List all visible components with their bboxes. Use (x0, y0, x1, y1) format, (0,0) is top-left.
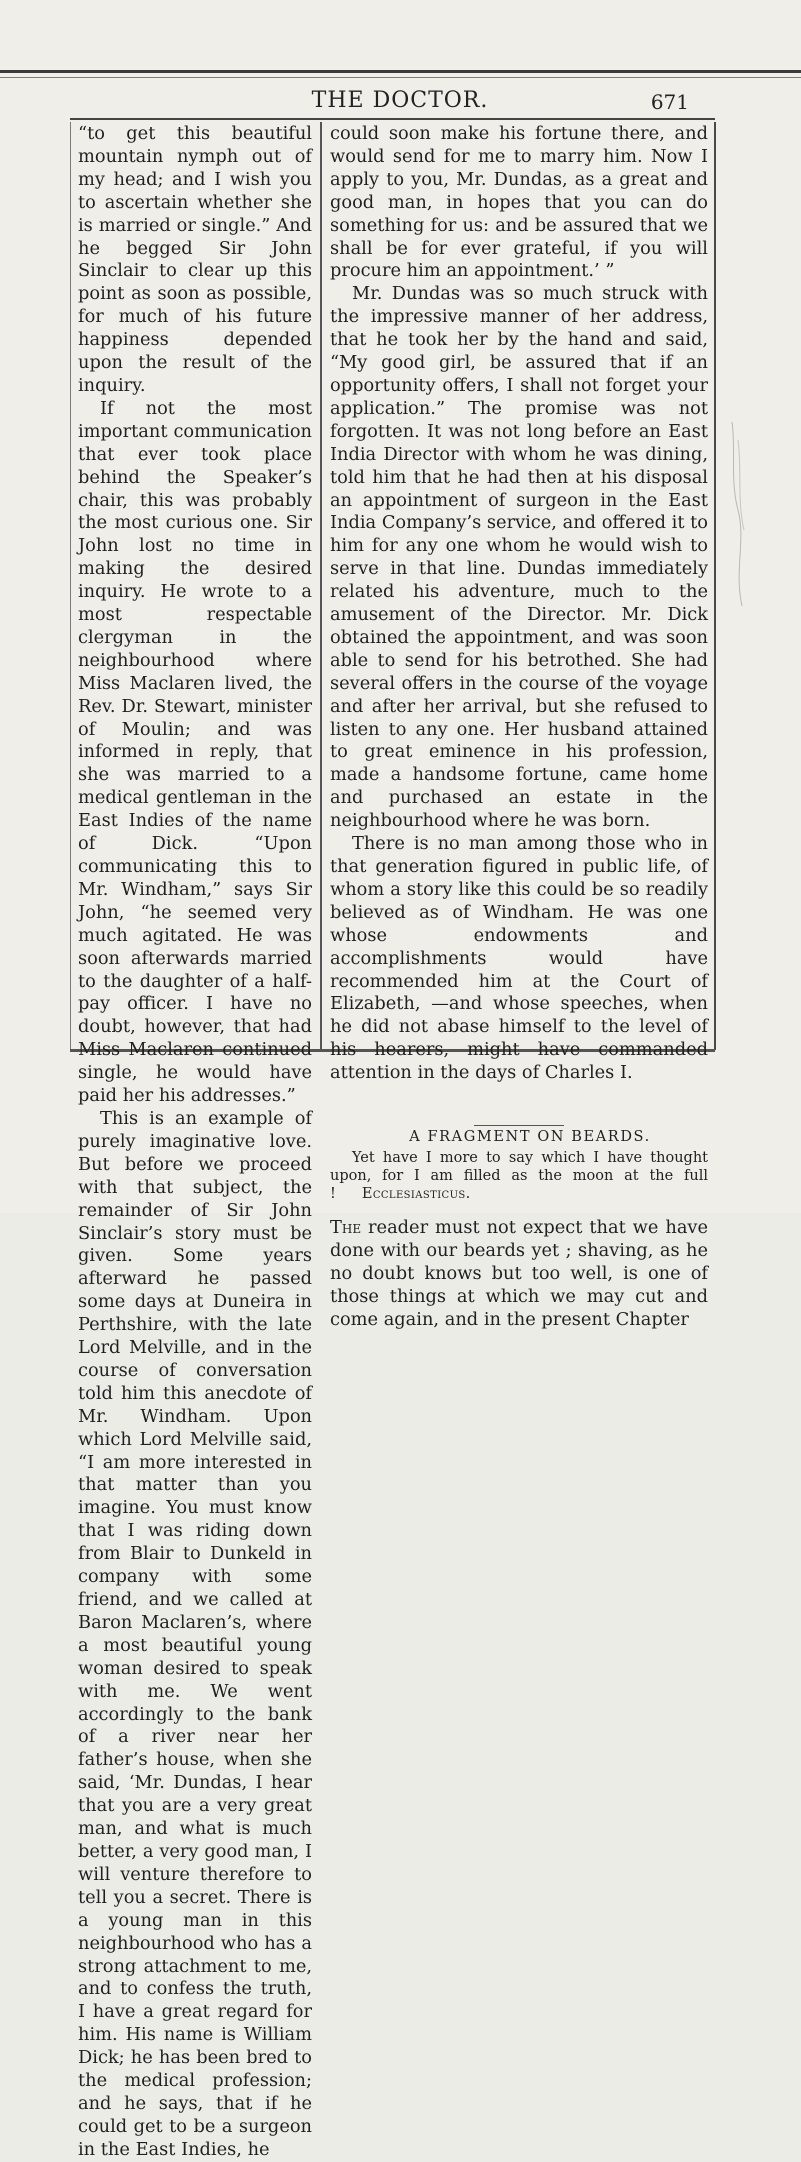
right-frame-rule (714, 122, 716, 1050)
left-frame-rule (70, 122, 71, 1050)
running-title: THE DOCTOR. (311, 88, 489, 113)
paragraph: If not the most important communication that ever took place behind the Speaker’s chair, this was probably the most curious one. Sir John lost no time in making the desired inquiry. He wrote to a most respectable clergyman in the neighbourhood where Miss Maclaren lived, the Rev. Dr. Stewart, minister of Moulin; and was informed in reply, that she was married to a medical gentleman in the East Indies of the name of Dick. “Upon communicating this to Mr. Windham,” says Sir John, “he seemed very much agitated. He was soon afterwards married to the daughter of a half-pay officer. I have no doubt, however, that had Miss Maclaren continued single, he would have paid her his addresses.” (78, 397, 312, 1107)
paragraph-text: reader must not expect that we have done with our beards yet ; shaving, as he no doubt knows but too well, is one of those things at which we may cut and come again, and in the present Chapter (330, 1216, 708, 1330)
paragraph (330, 1217, 708, 1332)
left-column (78, 123, 312, 2162)
paragraph: could soon make his fortune there, and would send for me to marry him. Now I apply to you, Mr. Dundas, as a great and good man, in hopes that you can do something for us: and be assured that we shall be for ever grateful, if you will procure him an appointment.’ ” (330, 123, 708, 282)
epigraph (330, 1149, 708, 1203)
margin-pencil-mark (728, 420, 768, 610)
paragraph: “to get this beautiful mountain nymph out of my head; and I wish you to ascertain whether she is married or single.” And he begged Sir John Sinclair to clear up this point as soon as possible, for much of his future happiness depended upon the result of the inquiry. (78, 123, 312, 396)
epigraph-attribution: Ecclesiasticus. (361, 1185, 471, 1202)
section-title: A FRAGMENT ON BEARDS. (409, 1129, 651, 1146)
paragraph: This is an example of purely imaginative love. But before we proceed with that subject, the remainder of Sir John Sinclair’s story must be given. Some years afterward he passed some days at Duneira in Perthshire, with the late Lord Melville, and in the course of conversation told him this anecdote of Mr. Windham. Upon which Lord Melville said, “I am more interested in that matter than you imagine. You must know that I was riding down from Blair to Dunkeld in company with some friend, and we called at Baron Maclaren’s, where a most beautiful young woman desired to speak with me. We went accordingly to the bank of a river near her father’s house, when she said, ‘Mr. Dundas, I hear that you are a very great man, and what is much better, a very good man, I will venture therefore to tell you a secret. There is a young man in this neighbourhood who has a strong attachment to me, and to confess the truth, I have a great regard for him. His name is William Dick; he has been bred to the medical profession; and he says, that if he could get to be a surgeon in the East Indies, he (78, 1107, 312, 2160)
paragraph-lead-word: The (330, 1216, 362, 1238)
column-divider (320, 122, 322, 1050)
top-edge-rule-thin (0, 77, 801, 78)
paragraph: There is no man among those who in that generation figured in public life, of whom a story like this could be so readily believed as of Windham. He was one whose endowments and accomplishments would have recommended him at the Court of Elizabeth, —and whose speeches, when he did not abase himself to the level of his hearers, might have commanded attention in the days of Charles I. (330, 833, 708, 1084)
right-column (330, 123, 708, 1332)
page-number: 671 (650, 90, 689, 114)
paragraph: Mr. Dundas was so much struck with the impressive manner of her address, that he took her by the hand and said, “My good girl, be assured that if an opportunity offers, I shall not forget your application.” The promise was not forgotten. It was not long before an East India Director with whom he was dining, told him that he had then at his disposal an appointment of surgeon in the East India Company’s service, and offered it to him for any one whom he would wish to serve in that line. Dundas immediately related his adventure, much to the amusement of the Director. Mr. Dick obtained the appointment, and was soon able to send for his betrothed. She had several offers in the course of the voyage and after her arrival, but she refused to listen to any one. Her husband attained to great eminence in his profession, made a handsome fortune, came home and purchased an estate in the neighbourhood where he was born. (330, 283, 708, 832)
top-edge-rule (0, 70, 801, 73)
header-rule (70, 118, 715, 120)
epigraph-text: Yet have I more to say which I have thought upon, for I am filled as the moon at the full ! (330, 1149, 708, 1202)
